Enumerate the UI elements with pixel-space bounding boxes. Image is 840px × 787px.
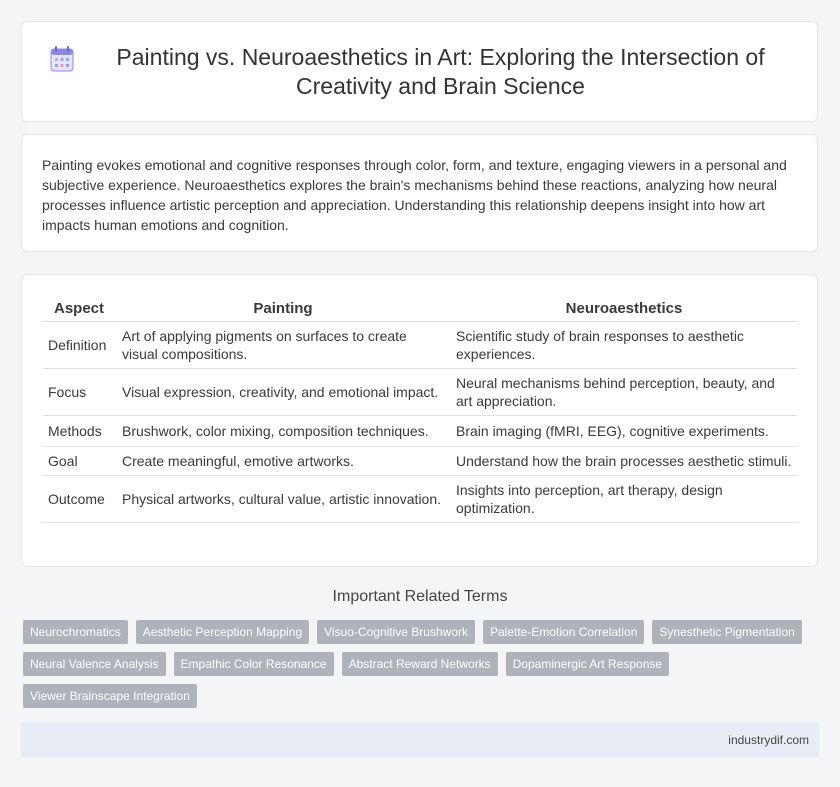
cell-aspect: Definition	[42, 322, 116, 369]
cell-aspect: Outcome	[42, 476, 116, 523]
table-header-row	[42, 293, 798, 322]
cell-painting: Physical artworks, cultural value, artistic innovation.	[116, 476, 450, 523]
cell-neuroaesthetics: Understand how the brain processes aesthetic stimuli.	[450, 447, 798, 476]
comparison-table	[42, 293, 798, 523]
cell-painting: Brushwork, color mixing, composition techniques.	[116, 416, 450, 447]
intro-card	[21, 134, 818, 252]
related-term-tag[interactable]: Visuo-Cognitive Brushwork	[317, 620, 475, 644]
table-row	[42, 369, 798, 416]
footer	[21, 722, 819, 757]
cell-neuroaesthetics: Scientific study of brain responses to aesthetic experiences.	[450, 322, 798, 369]
related-term-tag[interactable]: Synesthetic Pigmentation	[652, 620, 801, 644]
related-term-tag[interactable]: Viewer Brainscape Integration	[23, 684, 197, 708]
header-card	[21, 21, 818, 122]
table-row	[42, 416, 798, 447]
footer-site-link[interactable]: industrydif.com	[728, 733, 809, 747]
document-grid-icon	[50, 46, 74, 72]
related-terms-list	[23, 620, 823, 716]
related-term-tag[interactable]: Neurochromatics	[23, 620, 128, 644]
column-header-aspect: Aspect	[42, 293, 116, 322]
related-term-tag[interactable]: Abstract Reward Networks	[342, 652, 498, 676]
cell-neuroaesthetics: Insights into perception, art therapy, design optimization.	[450, 476, 798, 523]
cell-painting: Visual expression, creativity, and emotional impact.	[116, 369, 450, 416]
cell-painting: Art of applying pigments on surfaces to create visual compositions.	[116, 322, 450, 369]
cell-neuroaesthetics: Brain imaging (fMRI, EEG), cognitive experiments.	[450, 416, 798, 447]
table-row	[42, 476, 798, 523]
cell-neuroaesthetics: Neural mechanisms behind perception, beauty, and art appreciation.	[450, 369, 798, 416]
column-header-painting: Painting	[116, 293, 450, 322]
cell-painting: Create meaningful, emotive artworks.	[116, 447, 450, 476]
related-terms-heading: Important Related Terms	[332, 588, 508, 605]
column-header-neuroaesthetics: Neuroaesthetics	[450, 293, 798, 322]
related-term-tag[interactable]: Palette-Emotion Correlation	[483, 620, 644, 644]
related-term-tag[interactable]: Empathic Color Resonance	[174, 652, 334, 676]
related-term-tag[interactable]: Neural Valence Analysis	[23, 652, 166, 676]
intro-text: Painting evokes emotional and cognitive responses through color, form, and texture, engaging viewers in a personal and subjective experience. Neuroaesthetics explores the brain's mechanisms behind these reactions, analyzing how neural processes influence artistic perception and appreciation. Understanding this relationship deepens insight into how art impacts human emotions and cognition.	[42, 157, 787, 233]
cell-aspect: Methods	[42, 416, 116, 447]
cell-aspect: Focus	[42, 369, 116, 416]
related-term-tag[interactable]: Aesthetic Perception Mapping	[136, 620, 309, 644]
table-row	[42, 322, 798, 369]
cell-aspect: Goal	[42, 447, 116, 476]
table-row	[42, 447, 798, 476]
comparison-table-card	[21, 274, 818, 567]
page-title: Painting vs. Neuroaesthetics in Art: Exploring the Intersection of Creativity and Brain Science	[116, 43, 765, 99]
related-term-tag[interactable]: Dopaminergic Art Response	[506, 652, 669, 676]
